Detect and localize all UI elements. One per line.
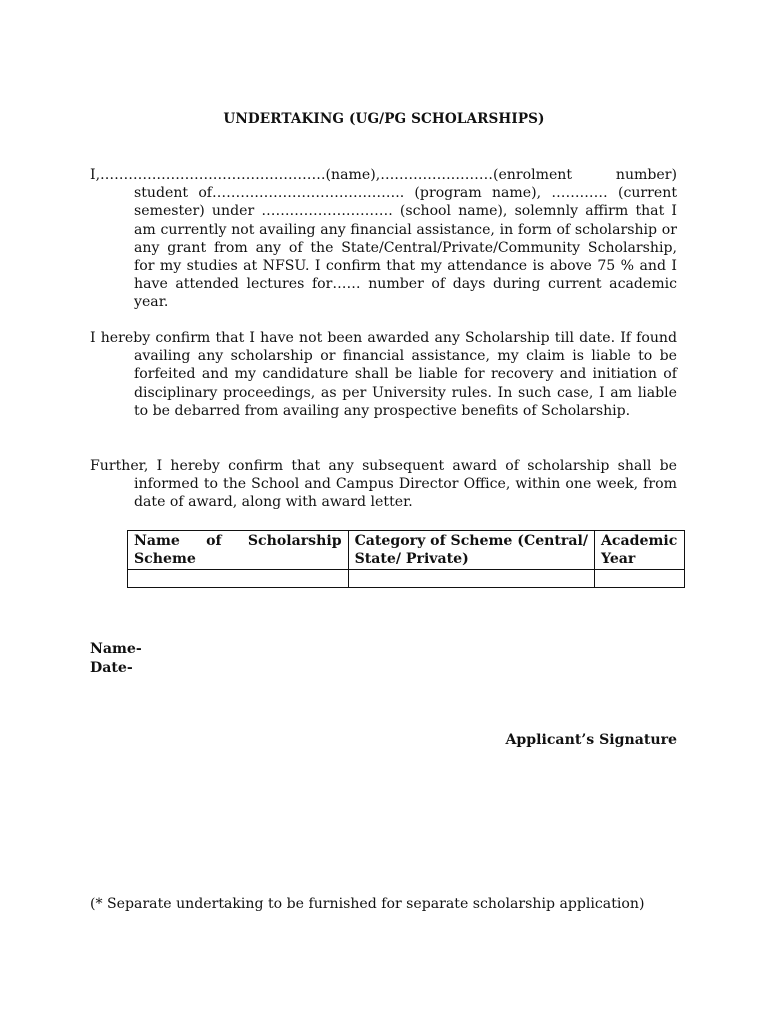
table-header-row — [128, 531, 685, 570]
cell-scheme-category[interactable] — [348, 570, 594, 588]
name-label: Name- — [90, 641, 142, 657]
header-scholarship-name: Name of Scholarship Scheme — [128, 531, 349, 570]
affirmation-paragraph: I,…………………………………………(name),……………………(enrolment number) student of………………………………….. (program name), ………… (current semester) under ………………………. (school name), solemnly affirm that I am currently not availing any financial assistance, in form of scholarship or any grant from any of the State/Central/Private/Community Scholarship, for my studies at NFSU. I confirm that my attendance is above 75 % and I have attended lectures for…… number of days during current academic year. — [90, 167, 677, 311]
header-scheme-category: Category of Scheme (Central/ State/ Private) — [348, 531, 594, 570]
cell-academic-year[interactable] — [594, 570, 684, 588]
confirmation-paragraph: I hereby confirm that I have not been awarded any Scholarship till date. If found availing any scholarship or financial assistance, my claim is liable to be forfeited and my candidature shall be liable for recovery and initiation of disciplinary proceedings, as per University rules. In such case, I am liable to be debarred from availing any prospective benefits of Scholarship. — [90, 330, 677, 419]
cell-scholarship-name[interactable] — [128, 570, 349, 588]
footnote: (* Separate undertaking to be furnished for separate scholarship application) — [90, 896, 645, 912]
applicant-signature-label: Applicant’s Signature — [505, 732, 677, 748]
subsequent-award-paragraph: Further, I hereby confirm that any subsequent award of scholarship shall be informed to the School and Campus Director Office, within one week, from date of award, along with award letter. — [90, 458, 677, 511]
date-label: Date- — [90, 660, 133, 676]
scholarship-table — [127, 530, 685, 588]
header-academic-year: Academic Year — [594, 531, 684, 570]
table-row — [128, 570, 685, 588]
document-title: UNDERTAKING (UG/PG SCHOLARSHIPS) — [223, 111, 545, 127]
